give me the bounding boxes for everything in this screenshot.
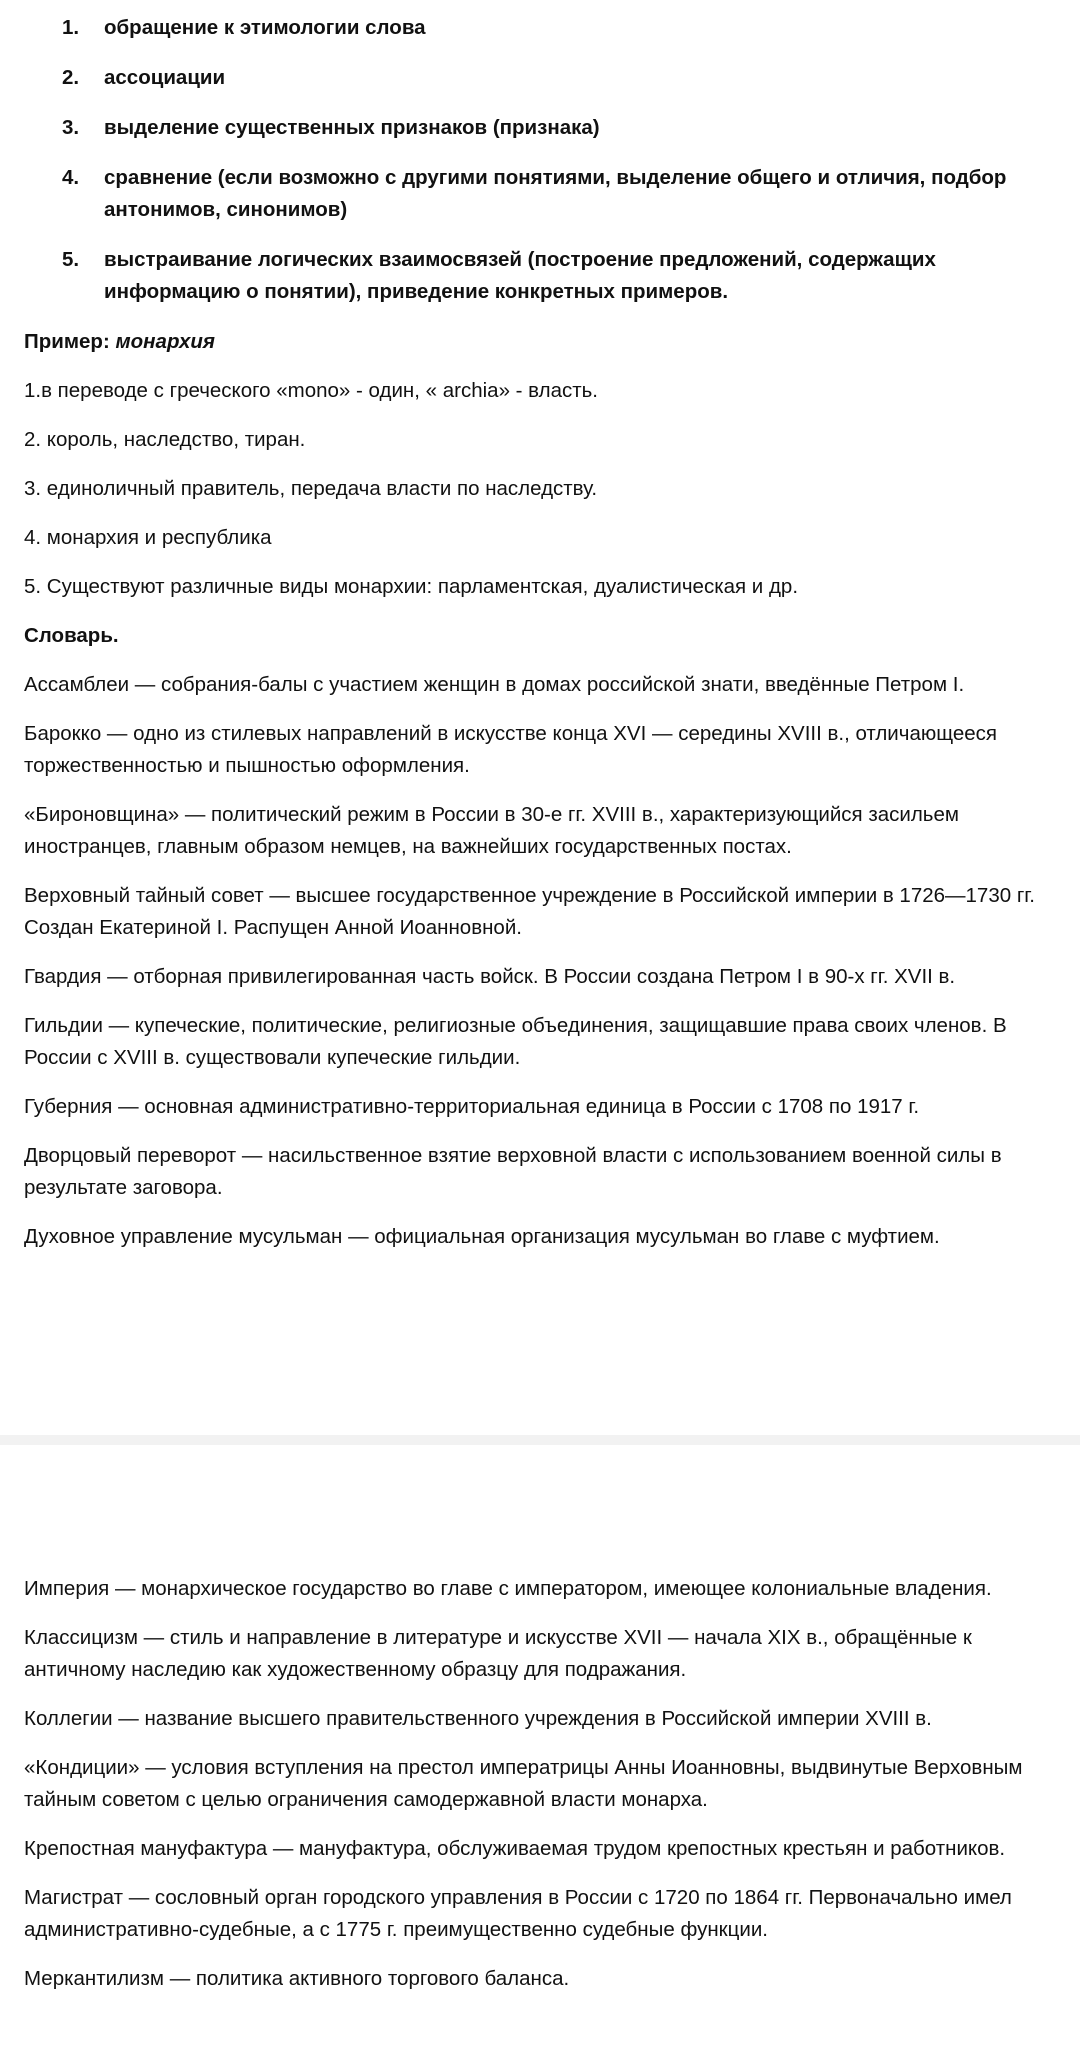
step-text: сравнение (если возможно с другими понятиями, выделение общего и отличия, подбор антонимов, синонимов) (104, 166, 1007, 221)
dictionary-entry: Империя — монархическое государство во главе с императором, имеющее колониальные владения. (24, 1577, 992, 1600)
dictionary-entry: Гвардия — отборная привилегированная часть войск. В России создана Петром I в 90-х гг. XVII в. (24, 965, 956, 988)
method-step (24, 162, 1062, 226)
method-step (24, 244, 1062, 308)
example-label: Пример: (24, 330, 110, 353)
dictionary-entry: Классицизм — стиль и направление в литературе и искусстве XVII — начала XIX в., обращённые к античному наследию как художественному образцу для подражания. (24, 1626, 972, 1681)
example-heading (24, 326, 1062, 358)
dictionary-entry: Магистрат — сословный орган городского управления в России с 1720 по 1864 гг. Первоначально имел административно-судебные, а с 1775 г. преимущественно судебные функции. (24, 1886, 1012, 1941)
dictionary-entry: Крепостная мануфактура — мануфактура, обслуживаемая трудом крепостных крестьян и работников. (24, 1837, 1006, 1860)
dictionary-entry: Коллегии — название высшего правительственного учреждения в Российской империи XVIII в. (24, 1707, 932, 1730)
method-step (24, 112, 1062, 144)
dictionary-entry: Меркантилизм — политика активного торгового баланса. (24, 1967, 570, 1990)
example-line: 5. Существуют различные виды монархии: парламентская, дуалистическая и др. (24, 575, 799, 598)
dictionary-entry: Дворцовый переворот — насильственное взятие верховной власти с использованием военной силы в результате заговора. (24, 1144, 1002, 1199)
method-step (24, 62, 1062, 94)
step-number: 4. (62, 166, 80, 189)
dictionary-entry: Губерния — основная административно-территориальная единица в России с 1708 по 1917 г. (24, 1095, 920, 1118)
step-number: 2. (62, 66, 80, 89)
dictionary-entry: «Кондиции» — условия вступления на престол императрицы Анны Иоанновны, выдвинутые Верховным тайным советом с целью ограничения самодержавной власти монарха. (24, 1756, 1023, 1811)
step-text: ассоциации (104, 66, 226, 89)
dictionary-entry: Духовное управление мусульман — официальная организация мусульман во главе с муфтием. (24, 1225, 940, 1248)
dictionary-entry: Гильдии — купеческие, политические, религиозные объединения, защищавшие права своих членов. В России с XVIII в. существовали купеческие гильдии. (24, 1014, 1007, 1069)
dictionary-entry: Барокко — одно из стилевых направлений в искусстве конца XVI — середины XVIII в., отличающееся торжественностью и пышностью оформления. (24, 722, 998, 777)
example-line: 3. единоличный правитель, передача власти по наследству. (24, 477, 598, 500)
step-number: 5. (62, 248, 80, 271)
step-text: обращение к этимологии слова (104, 16, 426, 39)
dictionary-entry: Верховный тайный совет — высшее государственное учреждение в Российской империи в 1726—1730 гг. Создан Екатериной I. Распущен Анной Иоанновной. (24, 884, 1035, 939)
dictionary-entry: «Бироновщина» — политический режим в России в 30-е гг. XVIII в., характеризующийся засильем иностранцев, главным образом немцев, на важнейших государственных постах. (24, 803, 959, 858)
step-number: 3. (62, 116, 80, 139)
document-page-2 (0, 1445, 1080, 2071)
example-line: 2. король, наследство, тиран. (24, 428, 306, 451)
dictionary-entry: Ассамблеи — собрания-балы с участием женщин в домах российской знати, введённые Петром I. (24, 673, 965, 696)
dictionary-heading: Словарь. (24, 624, 119, 647)
method-steps-list (24, 12, 1062, 308)
example-line: 1.в переводе с греческого «mono» - один, « archia» - власть. (24, 379, 598, 402)
example-line: 4. монархия и республика (24, 526, 272, 549)
step-text: выделение существенных признаков (признака) (104, 116, 600, 139)
example-term: монархия (115, 330, 215, 353)
page-separator (0, 1435, 1080, 1445)
step-text: выстраивание логических взаимосвязей (построение предложений, содержащих информацию о понятии), приведение конкретных примеров. (104, 248, 936, 303)
method-step (24, 12, 1062, 44)
step-number: 1. (62, 16, 80, 39)
